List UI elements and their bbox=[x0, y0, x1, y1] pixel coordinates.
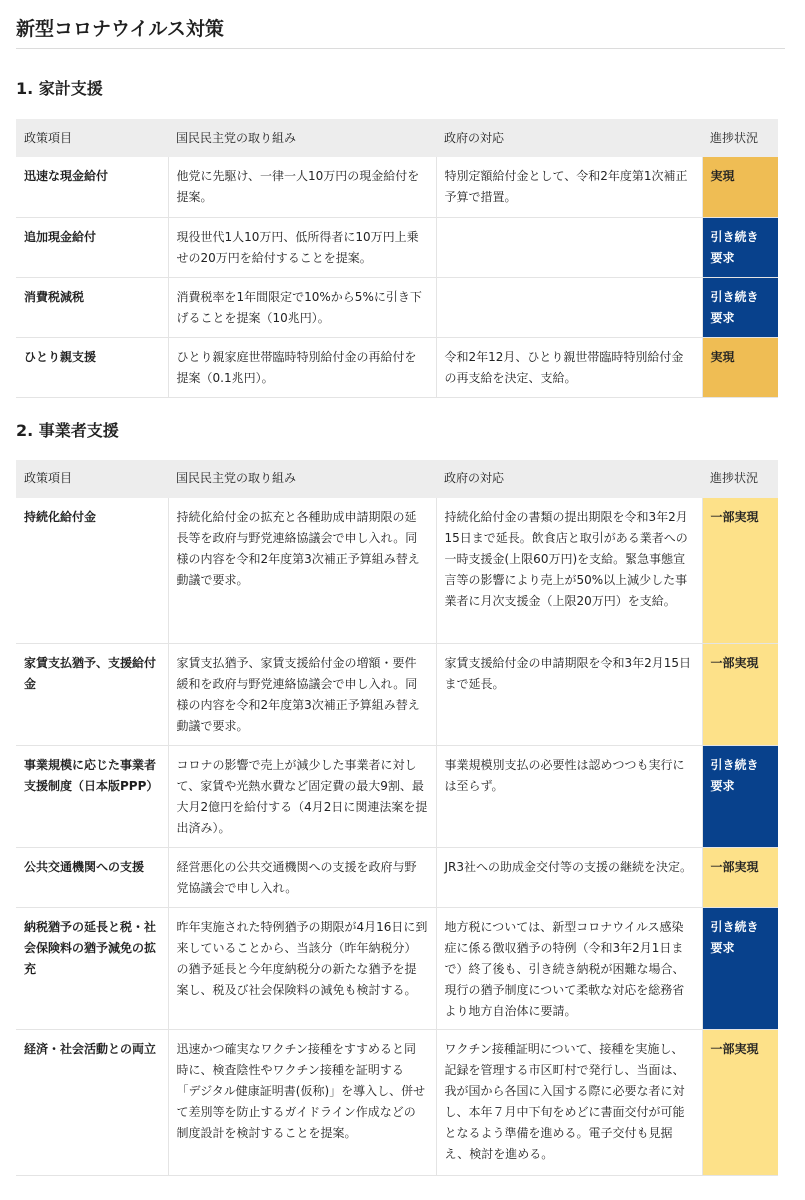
table-row bbox=[16, 217, 778, 277]
household-support-table bbox=[16, 119, 778, 398]
government-cell bbox=[436, 217, 702, 277]
status-badge: 引き続き要求 bbox=[702, 746, 778, 848]
header-progress-status: 進捗状況 bbox=[710, 471, 759, 485]
status-badge: 引き続き要求 bbox=[702, 217, 778, 277]
table-row bbox=[16, 848, 778, 908]
status-badge: 引き続き要求 bbox=[702, 277, 778, 337]
table-header-row bbox=[16, 119, 778, 157]
table-row bbox=[16, 277, 778, 337]
dpfp-cell: 迅速かつ確実なワクチン接種をすすめると同時に、検査陰性やワクチン接種を証明する「デジタル健康証明書(仮称)」を導入し、併せて差別等を防止するガイドライン作成などの制度設計を検討することを提案。 bbox=[168, 1030, 436, 1176]
status-badge: 実現 bbox=[702, 337, 778, 397]
policy-cell: 経済・社会活動との両立 bbox=[16, 1030, 168, 1176]
table-row bbox=[16, 498, 778, 644]
header-policy-item: 政策項目 bbox=[24, 130, 73, 145]
table-row bbox=[16, 337, 778, 397]
section-heading-household-support: 1. 家計支援 bbox=[16, 79, 103, 98]
dpfp-cell: 家賃支払猶予、家賃支援給付金の増額・要件緩和を政府与野党連絡協議会で申し入れ。同様の内容を令和2年度第3次補正予算組み替え動議で要求。 bbox=[168, 644, 436, 746]
dpfp-cell: 消費税率を1年間限定で10%から5%に引き下げることを提案（10兆円）。 bbox=[168, 277, 436, 337]
government-cell: 特別定額給付金として、令和2年度第1次補正予算で措置。 bbox=[436, 157, 702, 217]
dpfp-cell: 他党に先駆け、一律一人10万円の現金給付を提案。 bbox=[168, 157, 436, 217]
table-row bbox=[16, 908, 778, 1030]
dpfp-cell: ひとり親家庭世帯臨時特別給付金の再給付を提案（0.1兆円）。 bbox=[168, 337, 436, 397]
section-heading-business-support: 2. 事業者支援 bbox=[16, 420, 119, 440]
policy-cell: 迅速な現金給付 bbox=[16, 157, 168, 217]
header-government-response: 政府の対応 bbox=[444, 130, 505, 145]
status-badge: 引き続き要求 bbox=[702, 908, 778, 1030]
government-cell: 地方税については、新型コロナウイルス感染症に係る徴収猶予の特例（令和3年2月1日まで）終了後も、引き続き納税が困難な場合、現行の猶予制度について柔軟な対応を総務省より地方自治体に要請。 bbox=[436, 908, 702, 1030]
policy-cell: 事業規模に応じた事業者支援制度（日本版PPP） bbox=[16, 746, 168, 848]
government-cell: 持続化給付金の書類の提出期限を令和3年2月15日まで延長。飲食店と取引がある業者への一時支援金(上限60万円)を支給。緊急事態宣言等の影響により売上が50%以上減少した事業者に月次支援金（上限20万円）を支給。 bbox=[436, 498, 702, 644]
dpfp-cell: 昨年実施された特例猶予の期限が4月16日に到来していることから、当該分（昨年納税分）の猶予延長と今年度納税分の新たな猶予を提案し、税及び社会保険料の減免も検討する。 bbox=[168, 908, 436, 1030]
policy-cell: 消費税減税 bbox=[16, 277, 168, 337]
government-cell: JR3社への助成金交付等の支援の継続を決定。 bbox=[436, 848, 702, 908]
table-header-row bbox=[16, 460, 778, 498]
government-cell: 令和2年12月、ひとり親世帯臨時特別給付金の再支給を決定、支給。 bbox=[436, 337, 702, 397]
status-badge: 実現 bbox=[702, 157, 778, 217]
status-badge: 一部実現 bbox=[702, 1030, 778, 1176]
status-badge: 一部実現 bbox=[702, 848, 778, 908]
status-badge: 一部実現 bbox=[702, 498, 778, 644]
table-row bbox=[16, 1030, 778, 1176]
header-policy-item: 政策項目 bbox=[24, 471, 73, 485]
table-row bbox=[16, 746, 778, 848]
government-cell: 事業規模別支払の必要性は認めつつも実行には至らず。 bbox=[436, 746, 702, 848]
government-cell: 家賃支援給付金の申請期限を令和3年2月15日まで延長。 bbox=[436, 644, 702, 746]
policy-cell: 公共交通機関への支援 bbox=[16, 848, 168, 908]
status-badge: 一部実現 bbox=[702, 644, 778, 746]
government-cell: ワクチン接種証明について、接種を実施し、記録を管理する市区町村で発行し、当面は、我が国から各国に入国する際に必要な者に対し、本年７月中下旬をめどに書面交付が可能となるよう準備を進める。電子交付も見据え、検討を進める。 bbox=[436, 1030, 702, 1176]
header-dpfp-efforts: 国民民主党の取り組み bbox=[176, 471, 297, 485]
policy-cell: 持続化給付金 bbox=[16, 498, 168, 644]
dpfp-cell: 持続化給付金の拡充と各種助成申請期限の延長等を政府与野党連絡協議会で申し入れ。同様の内容を令和2年度第3次補正予算組み替え動議で要求。 bbox=[168, 498, 436, 644]
page-title: 新型コロナウイルス対策 bbox=[16, 0, 785, 49]
policy-cell: 家賃支払猶予、支援給付金 bbox=[16, 644, 168, 746]
dpfp-cell: コロナの影響で売上が減少した事業者に対して、家賃や光熱水費など固定費の最大9割、最大月2億円を給付する（4月2日に関連法案を提出済み）。 bbox=[168, 746, 436, 848]
dpfp-cell: 経営悪化の公共交通機関への支援を政府与野党協議会で申し入れ。 bbox=[168, 848, 436, 908]
business-support-table bbox=[16, 460, 778, 1177]
dpfp-cell: 現役世代1人10万円、低所得者に10万円上乗せの20万円を給付することを提案。 bbox=[168, 217, 436, 277]
header-dpfp-efforts: 国民民主党の取り組み bbox=[176, 130, 297, 145]
table-row bbox=[16, 644, 778, 746]
policy-cell: 追加現金給付 bbox=[16, 217, 168, 277]
government-cell bbox=[436, 277, 702, 337]
policy-cell: 納税猶予の延長と税・社会保険料の猶予減免の拡充 bbox=[16, 908, 168, 1030]
policy-cell: ひとり親支援 bbox=[16, 337, 168, 397]
header-government-response: 政府の対応 bbox=[444, 471, 505, 485]
header-progress-status: 進捗状況 bbox=[710, 130, 759, 145]
table-row bbox=[16, 157, 778, 217]
